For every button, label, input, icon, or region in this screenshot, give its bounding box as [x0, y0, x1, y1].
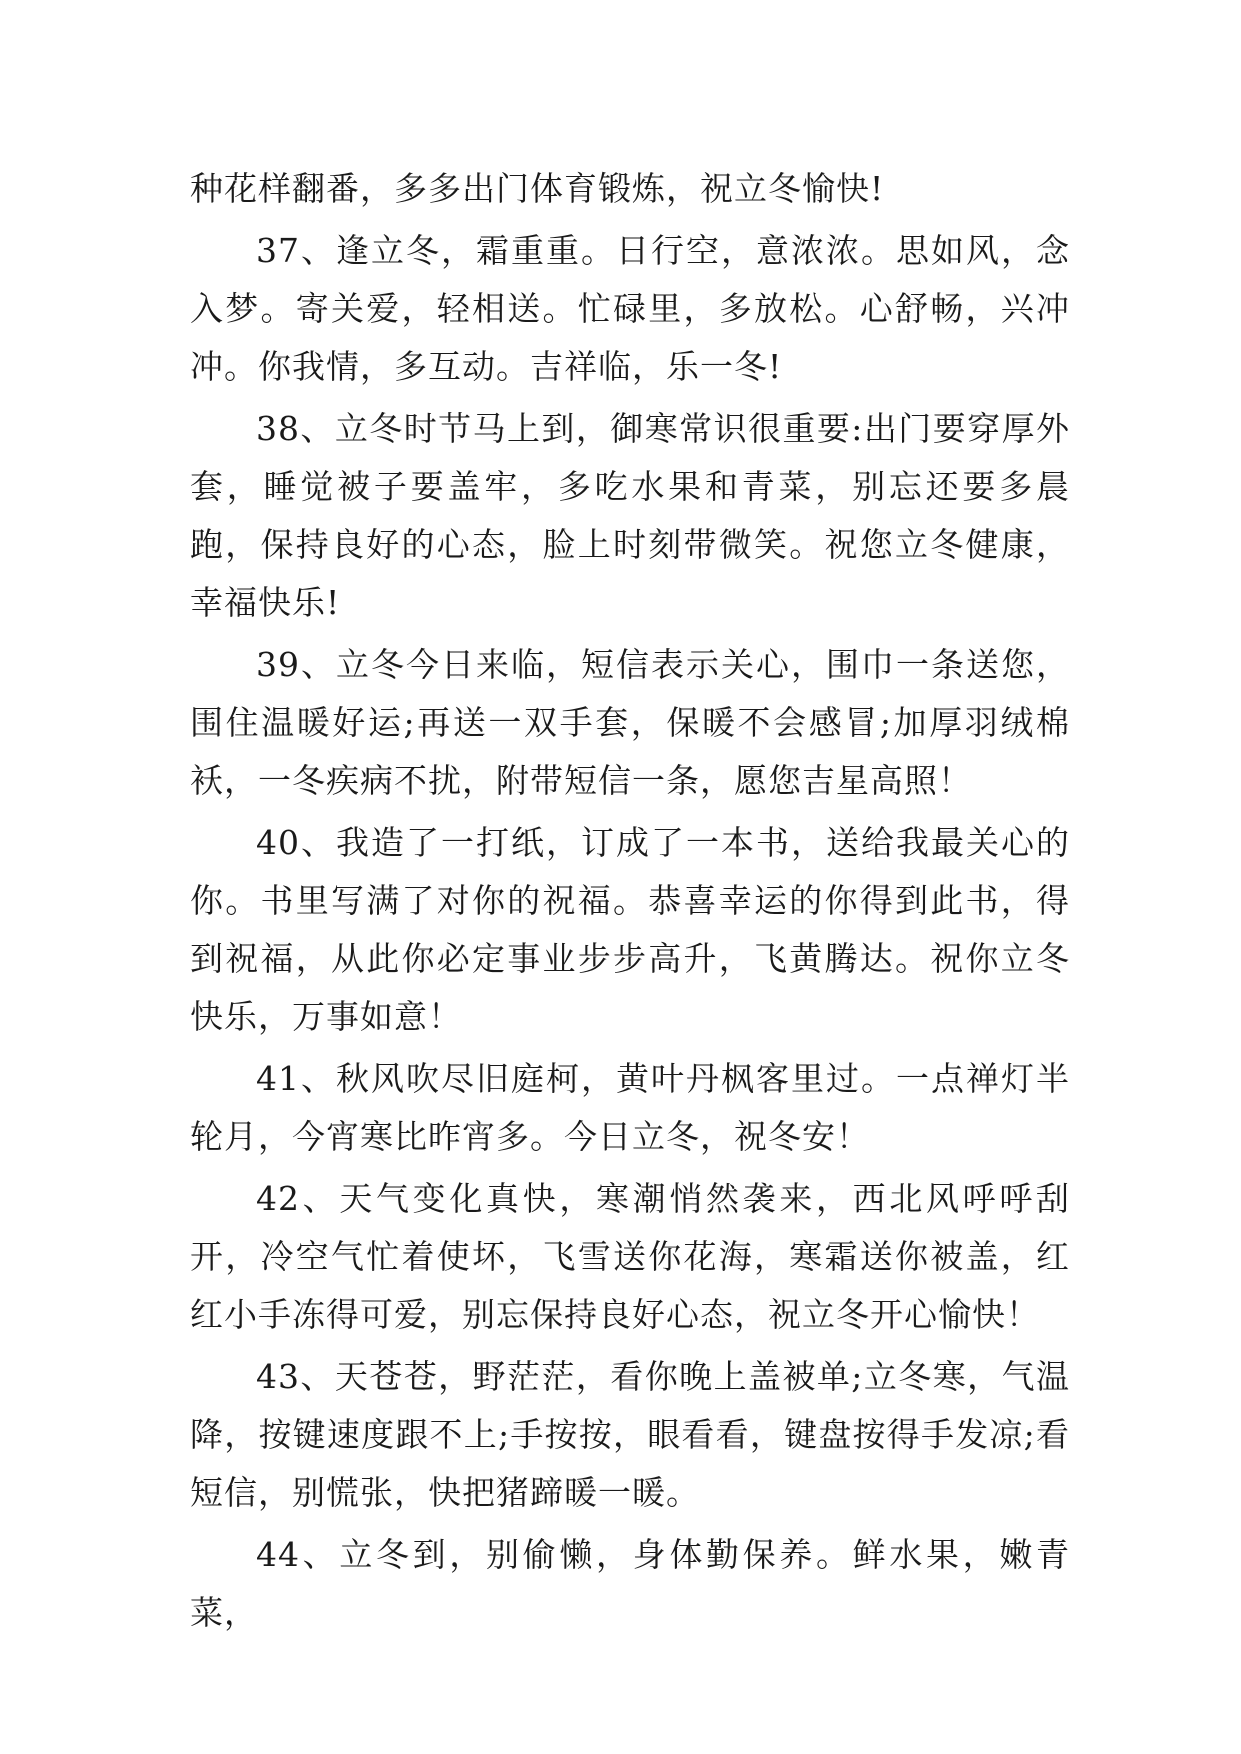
document-body: [190, 160, 1070, 1642]
paragraph-41: 41、秋风吹尽旧庭柯，黄叶丹枫客里过。一点禅灯半轮月，今宵寒比昨宵多。今日立冬，祝冬安！: [190, 1059, 1070, 1156]
paragraph-43: 43、天苍苍，野茫茫，看你晚上盖被单;立冬寒，气温降，按键速度跟不上;手按按，眼看看，键盘按得手发凉;看短信，别慌张，快把猪蹄暖一暖。: [190, 1357, 1070, 1512]
paragraph-continuation: 种花样翻番，多多出门体育锻炼，祝立冬愉快!: [190, 169, 885, 208]
paragraph-37: 37、逢立冬，霜重重。日行空，意浓浓。思如风，念入梦。寄关爱，轻相送。忙碌里，多放松。心舒畅，兴冲冲。你我情，多互动。吉祥临，乐一冬!: [190, 231, 1070, 386]
paragraph-40: 40、我造了一打纸，订成了一本书，送给我最关心的你。书里写满了对你的祝福。恭喜幸运的你得到此书，得到祝福，从此你必定事业步步高升，飞黄腾达。祝你立冬快乐，万事如意！: [190, 823, 1070, 1036]
paragraph-39: 39、立冬今日来临，短信表示关心，围巾一条送您，围住温暖好运;再送一双手套，保暖不会感冒;加厚羽绒棉袄，一冬疾病不扰，附带短信一条，愿您吉星高照！: [190, 645, 1070, 800]
paragraph-44: 44、立冬到，别偷懒，身体勤保养。鲜水果，嫩青菜，: [190, 1535, 1070, 1632]
paragraph-42: 42、天气变化真快，寒潮悄然袭来，西北风呼呼刮开，冷空气忙着使坏，飞雪送你花海，寒霜送你被盖，红红小手冻得可爱，别忘保持良好心态，祝立冬开心愉快！: [190, 1179, 1070, 1334]
paragraph-38: 38、立冬时节马上到，御寒常识很重要:出门要穿厚外套，睡觉被子要盖牢，多吃水果和青菜，别忘还要多晨跑，保持良好的心态，脸上时刻带微笑。祝您立冬健康，幸福快乐!: [190, 409, 1070, 622]
